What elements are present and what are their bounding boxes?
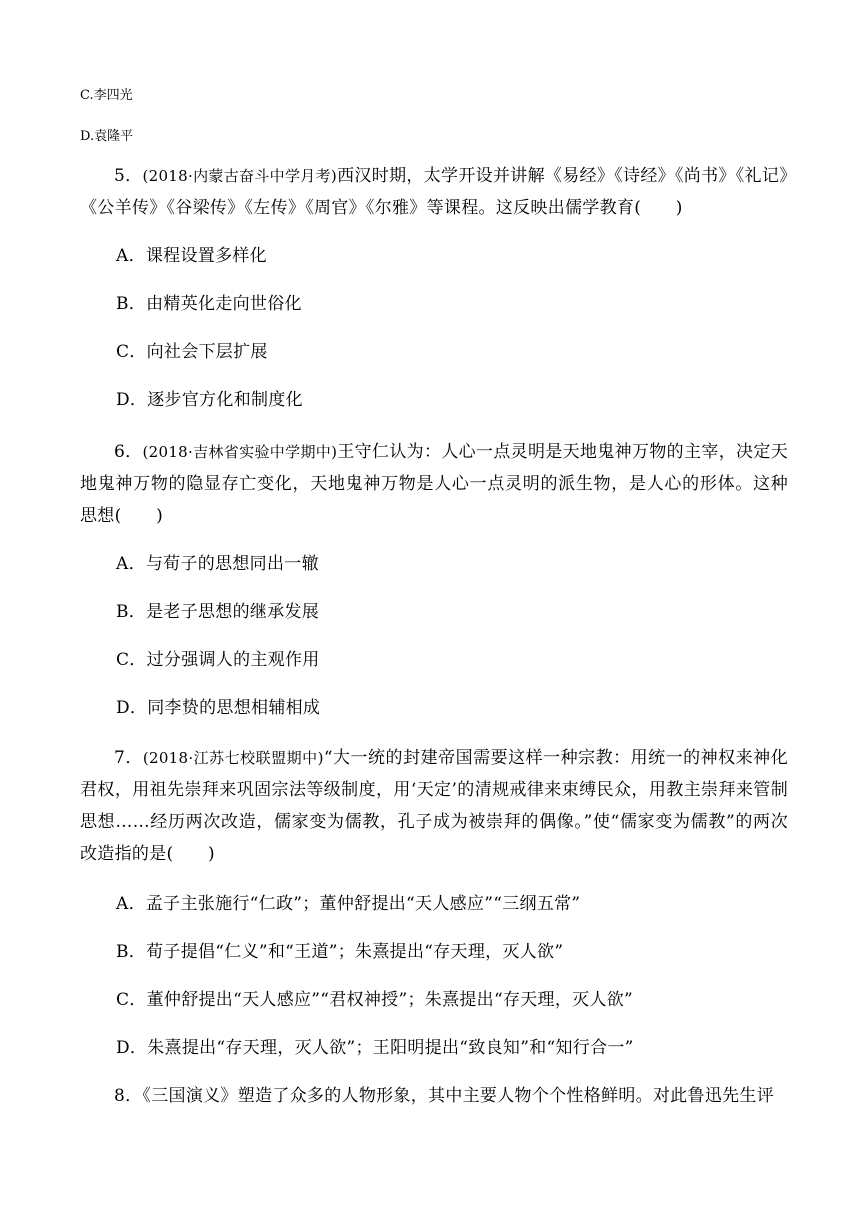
question-5 — [80, 160, 788, 224]
question-6-option-a: A．与荀子的思想同出一辙 — [116, 554, 319, 574]
question-7-option-d: D．朱熹提出“存天理，灭人欲”；王阳明提出“致良知”和“知行合一” — [116, 1038, 634, 1058]
question-7-option-a: A．孟子主张施行“仁政”；董仲舒提出“天人感应”“三纲五常” — [116, 894, 581, 914]
question-8-stem: 《三国演义》塑造了众多的人物形象，其中主要人物个个性格鲜明。对此鲁迅先生评 — [142, 1086, 775, 1106]
question-5-number: 5． — [114, 166, 143, 186]
prev-option-c: C.李四光 — [80, 88, 133, 103]
question-5-source: (2018·内蒙古奋斗中学月考) — [142, 167, 338, 185]
question-7-option-c: C．董仲舒提出“天人感应”“君权神授”；朱熹提出“存天理，灭人欲” — [116, 990, 634, 1010]
question-6-stem: 王守仁认为：人心一点灵明是天地鬼神万物的主宰，决定天地鬼神万物的隐显存亡变化，天地鬼神万物是人心一点灵明的派生物，是人心的形体。这种思想( ) — [80, 442, 788, 526]
question-7 — [80, 742, 788, 870]
question-5-stem: 西汉时期，太学开设并讲解《易经》《诗经》《尚书》《礼记》《公羊传》《谷梁传》《左传》《周官》《尔雅》等课程。这反映出儒学教育( ) — [80, 166, 788, 218]
question-7-source: (2018·江苏七校联盟期中) — [142, 749, 324, 767]
question-5-option-c: C．向社会下层扩展 — [116, 342, 268, 362]
prev-option-d: D.袁隆平 — [80, 129, 134, 144]
question-8-number: 8． — [114, 1086, 143, 1106]
question-7-option-b: B．荀子提倡“仁义”和“王道”；朱熹提出“存天理，灭人欲” — [116, 942, 564, 962]
question-6 — [80, 436, 788, 532]
question-7-number: 7． — [114, 748, 143, 768]
question-5-option-b: B．由精英化走向世俗化 — [116, 294, 302, 314]
question-6-number: 6． — [114, 442, 143, 462]
question-7-stem: “大一统的封建帝国需要这样一种宗教：用统一的神权来神化君权，用祖先崇拜来巩固宗法等级制度，用‘天定’的清规戒律来束缚民众，用教主崇拜来管制思想……经历两次改造，儒家变为儒教，孔子成为被崇拜的偶像。”使“儒家变为儒教”的两次改造指的是( ) — [80, 748, 788, 864]
question-8 — [80, 1080, 788, 1112]
question-6-option-b: B．是老子思想的继承发展 — [116, 602, 320, 622]
question-5-option-d: D．逐步官方化和制度化 — [116, 390, 303, 410]
question-6-option-c: C．过分强调人的主观作用 — [116, 650, 320, 670]
question-5-option-a: A．课程设置多样化 — [116, 246, 267, 266]
question-6-option-d: D．同李贽的思想相辅相成 — [116, 698, 321, 718]
question-6-source: (2018·吉林省实验中学期中) — [142, 443, 338, 461]
